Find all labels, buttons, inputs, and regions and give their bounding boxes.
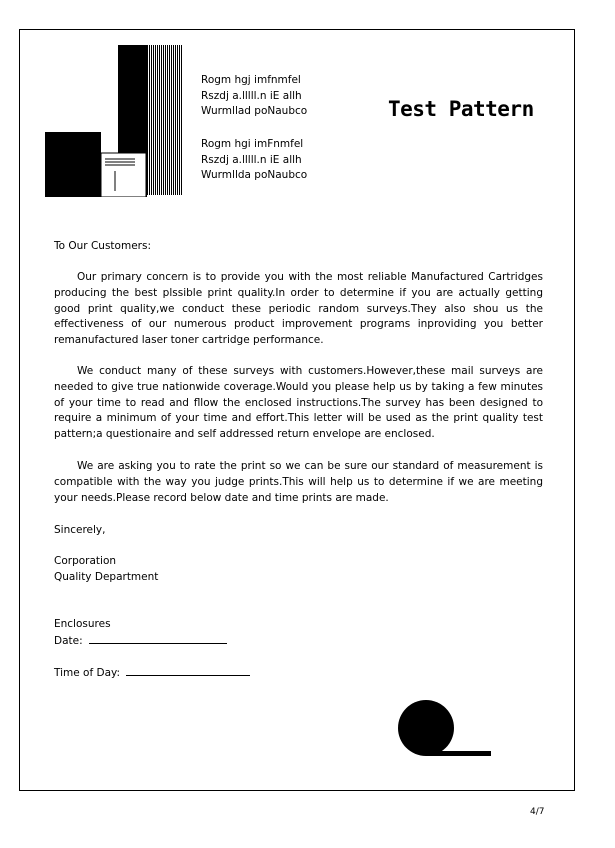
address-line: Rszdj a.lllll.n iE allh	[201, 153, 302, 166]
page-number: 4/7	[530, 807, 545, 817]
logo-document-box	[101, 153, 146, 197]
enclosures-label: Enclosures	[54, 618, 111, 630]
signature-line-2: Quality Department	[54, 571, 159, 583]
closing: Sincerely,	[54, 524, 106, 536]
date-label: Date:	[54, 635, 83, 647]
salutation: To Our Customers:	[54, 240, 151, 252]
signature-line-1: Corporation	[54, 555, 117, 567]
address-line: Rogm hgj imfnmfel	[201, 74, 301, 86]
paragraph-3: We are asking you to rate the print so we can be sure our standard of measurement is compatible with the way you judge prints.This will help us to determine if we are meeting your needs.Please record below date and time prints are made.	[54, 460, 543, 504]
address-block-1	[201, 73, 307, 120]
black-circle	[398, 700, 454, 756]
address-line: Rszdj a.lllll.n iE allh	[201, 89, 302, 102]
address-block-2	[201, 137, 307, 184]
address-line: Wurmllad poNaubco	[201, 105, 308, 117]
paragraph-2: We conduct many of these surveys with customers.However,these mail surveys are needed to give true nationwide coverage.Would you please help us by taking a few minutes of your time to read and fllow the enclosed instructions.The survey has been designed to require a minimum of your time and effort.This letter will be used as the print quality test pattern;a questionaire and self addressed return envelope are enclosed.	[54, 365, 543, 441]
time-label: Time of Day:	[54, 667, 120, 679]
test-pattern-logo	[45, 45, 183, 197]
page-title: Test Pattern	[388, 97, 534, 121]
logo-black-square	[45, 132, 101, 197]
date-blank-line	[89, 633, 227, 644]
time-row	[54, 665, 250, 682]
paragraph-1: Our primary concern is to provide you with the most reliable Manufactured Cartridges producing the best plssible print quality.In order to determine if you are actually getting good print quality,we conduct these periodic random surveys.They also shou us the effectiveness of our numerous product improvement programs inproviding you better remanufactured laser toner cartridge performance.	[54, 271, 543, 347]
black-baseline-bar	[426, 751, 491, 756]
time-blank-line	[126, 665, 250, 676]
address-line: Wurmllda poNaubco	[201, 169, 308, 181]
address-line: Rogm hgi imFnmfel	[201, 138, 304, 150]
date-row	[54, 633, 227, 650]
ball-and-line-graphic	[397, 700, 491, 757]
logo-striped-bar	[147, 45, 183, 195]
